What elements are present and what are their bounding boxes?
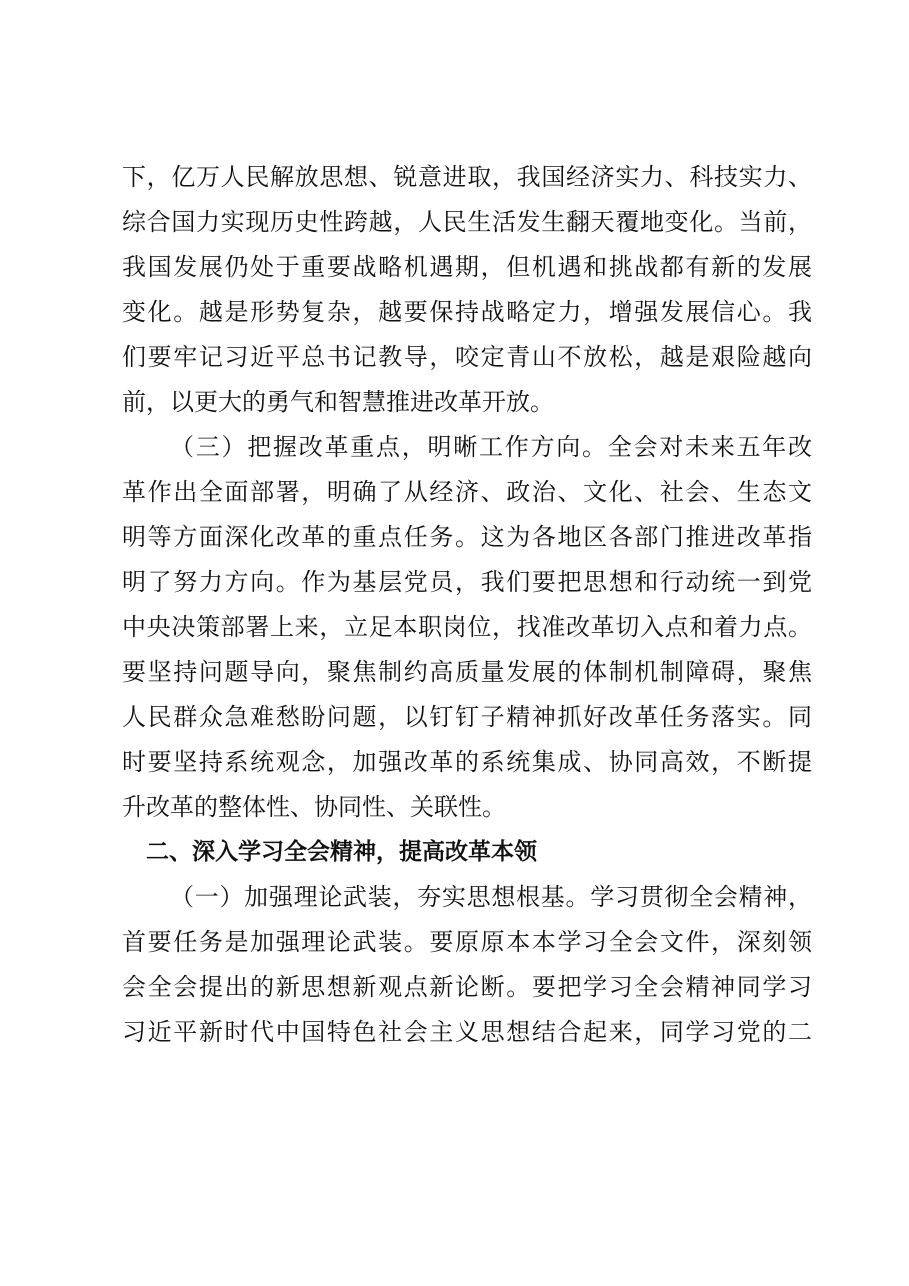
text-line: 变化。越是形势复杂，越要保持战略定力，增强发展信心。我	[122, 298, 812, 326]
text-line: 们要牢记习近平总书记教导，咬定青山不放松，越是艰险越向	[122, 343, 812, 371]
text-line: 人民群众急难愁盼问题，以钉钉子精神抓好改革任务落实。同	[122, 703, 812, 731]
text-line: 首要任务是加强理论武装。要原原本本学习全会文件，深刻领	[122, 928, 812, 956]
text-line: 我国发展仍处于重要战略机遇期，但机遇和挑战都有新的发展	[122, 253, 812, 281]
text-line: 明了努力方向。作为基层党员，我们要把思想和行动统一到党	[122, 568, 812, 596]
text-line: 习近平新时代中国特色社会主义思想结合起来，同学习党的二	[122, 1018, 812, 1046]
text-line: 要坚持问题导向，聚焦制约高质量发展的体制机制障碍，聚焦	[122, 658, 812, 686]
text-line: 革作出全面部署，明确了从经济、政治、文化、社会、生态文	[122, 478, 812, 506]
text-line: 综合国力实现历史性跨越，人民生活发生翻天覆地变化。当前，	[122, 208, 812, 236]
text-line: 升改革的整体性、协同性、关联性。	[122, 793, 506, 821]
text-line: 明等方面深化改革的重点任务。这为各地区各部门推进改革指	[122, 523, 812, 551]
paragraph-first-line: （一）加强理论武装，夯实思想根基。学习贯彻全会精神，	[170, 883, 812, 911]
text-line: 会全会提出的新思想新观点新论断。要把学习全会精神同学习	[122, 973, 812, 1001]
section-heading: 二、深入学习全会精神，提高改革本领	[146, 839, 537, 865]
text-line: 前，以更大的勇气和智慧推进改革开放。	[122, 388, 554, 416]
text-line: 下，亿万人民解放思想、锐意进取，我国经济实力、科技实力、	[122, 163, 812, 191]
text-line: 中央决策部署上来，立足本职岗位，找准改革切入点和着力点。	[122, 613, 812, 641]
paragraph-first-line: （三）把握改革重点，明晰工作方向。全会对未来五年改	[170, 433, 812, 461]
document-body	[122, 155, 812, 1055]
text-line: 时要坚持系统观念，加强改革的系统集成、协同高效，不断提	[122, 748, 812, 776]
